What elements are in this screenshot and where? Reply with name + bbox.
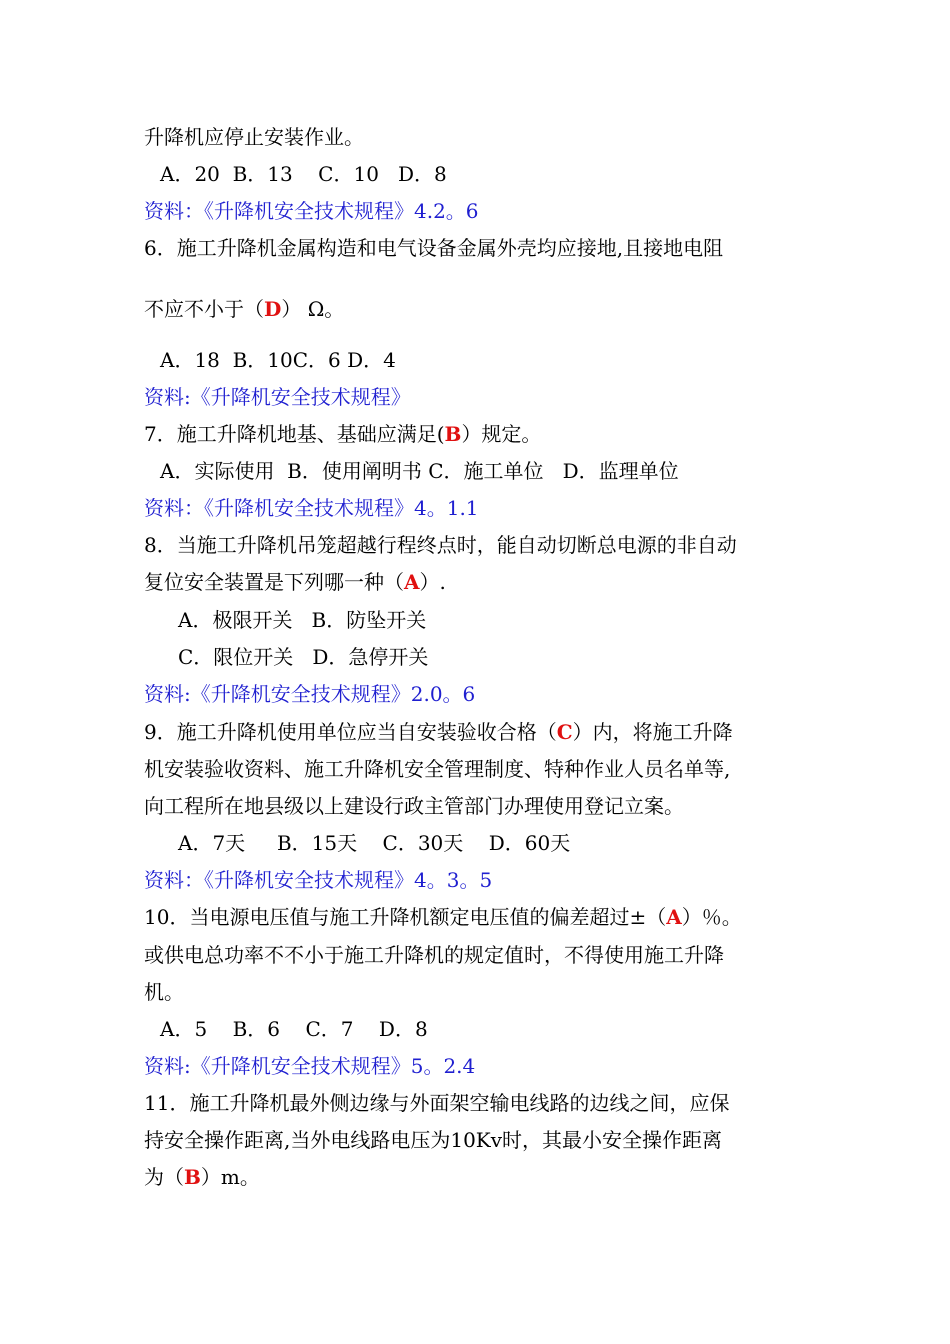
question-text: ）％。 [681,905,742,929]
reference-line: 资料：《升降机安全技术规程》4。1.1 [144,496,479,520]
question-10-line [144,902,742,932]
question-text: 7．施工升降机地基、基础应满足( [144,422,445,446]
question-8-line: 8．当施工升降机吊笼超越行程终点时，能自动切断总电源的非自动 [144,533,737,557]
question-6-line [144,294,344,324]
options-line: A．5 B．6 C．7 D．8 [160,1017,428,1041]
question-9-line: 机安装验收资料、施工升降机安全管理制度、特种作业人员名单等, [144,757,731,781]
question-text: ）内，将施工升降 [572,720,733,744]
question-text: ）规定。 [461,422,542,446]
question-7-line [144,419,541,449]
options-line: A．极限开关 B．防坠开关 [178,608,427,632]
answer-mark: D [264,297,282,321]
question-10-line: 机。 [144,980,184,1004]
reference-line: 资料:《升降机安全技术规程》2.0。6 [144,682,476,706]
options-line: A．7天 B．15天 C．30天 D．60天 [178,831,571,855]
options-line: C．限位开关 D．急停开关 [178,645,429,669]
answer-mark: C [556,720,573,744]
options-line: A．20 B．13 C．10 D．8 [160,162,447,186]
question-9-line [144,717,733,747]
question-text: 9．施工升降机使用单位应当自安装验收合格（ [144,720,557,744]
question-text: 不应不小于（ [144,297,264,321]
reference-line: 资料:《升降机安全技术规程》 [144,385,411,409]
question-9-line: 向工程所在地县级以上建设行政主管部门办理使用登记立案。 [144,794,684,818]
question-text: 复位安全装置是下列哪一种（ [144,570,404,594]
question-6-line: 6．施工升降机金属构造和电气设备金属外壳均应接地,且接地电阻 [144,236,724,260]
answer-mark: B [444,422,462,446]
question-11-line: 11．施工升降机最外侧边缘与外面架空输电线路的边线之间，应保 [144,1091,730,1115]
question-text: ）m。 [200,1165,260,1189]
question-11-line [144,1162,260,1192]
question-text: ）. [419,570,446,594]
question-11-line: 持安全操作距离,当外电线路电压为10Kv时，其最小安全操作距离 [144,1128,723,1152]
question-8-line [144,567,446,597]
question-text: 10．当电源电压值与施工升降机额定电压值的偏差超过±（ [144,905,667,929]
text-line: 升降机应停止安装作业。 [144,125,364,149]
options-line: A．实际使用 B．使用阐明书 C．施工单位 D．监理单位 [160,459,679,483]
question-text: ） Ω。 [281,297,345,321]
reference-line: 资料：《升降机安全技术规程》4。3。5 [144,868,493,892]
options-line: A．18 B．10C．6 D．4 [160,348,396,372]
question-text: 为（ [144,1165,184,1189]
answer-mark: A [404,570,420,594]
question-10-line: 或供电总功率不不小于施工升降机的规定值时，不得使用施工升降 [144,943,724,967]
answer-mark: B [184,1165,201,1189]
reference-line: 资料:《升降机安全技术规程》5。2.4 [144,1054,476,1078]
reference-line: 资料：《升降机安全技术规程》4.2。6 [144,199,479,223]
answer-mark: A [666,905,682,929]
